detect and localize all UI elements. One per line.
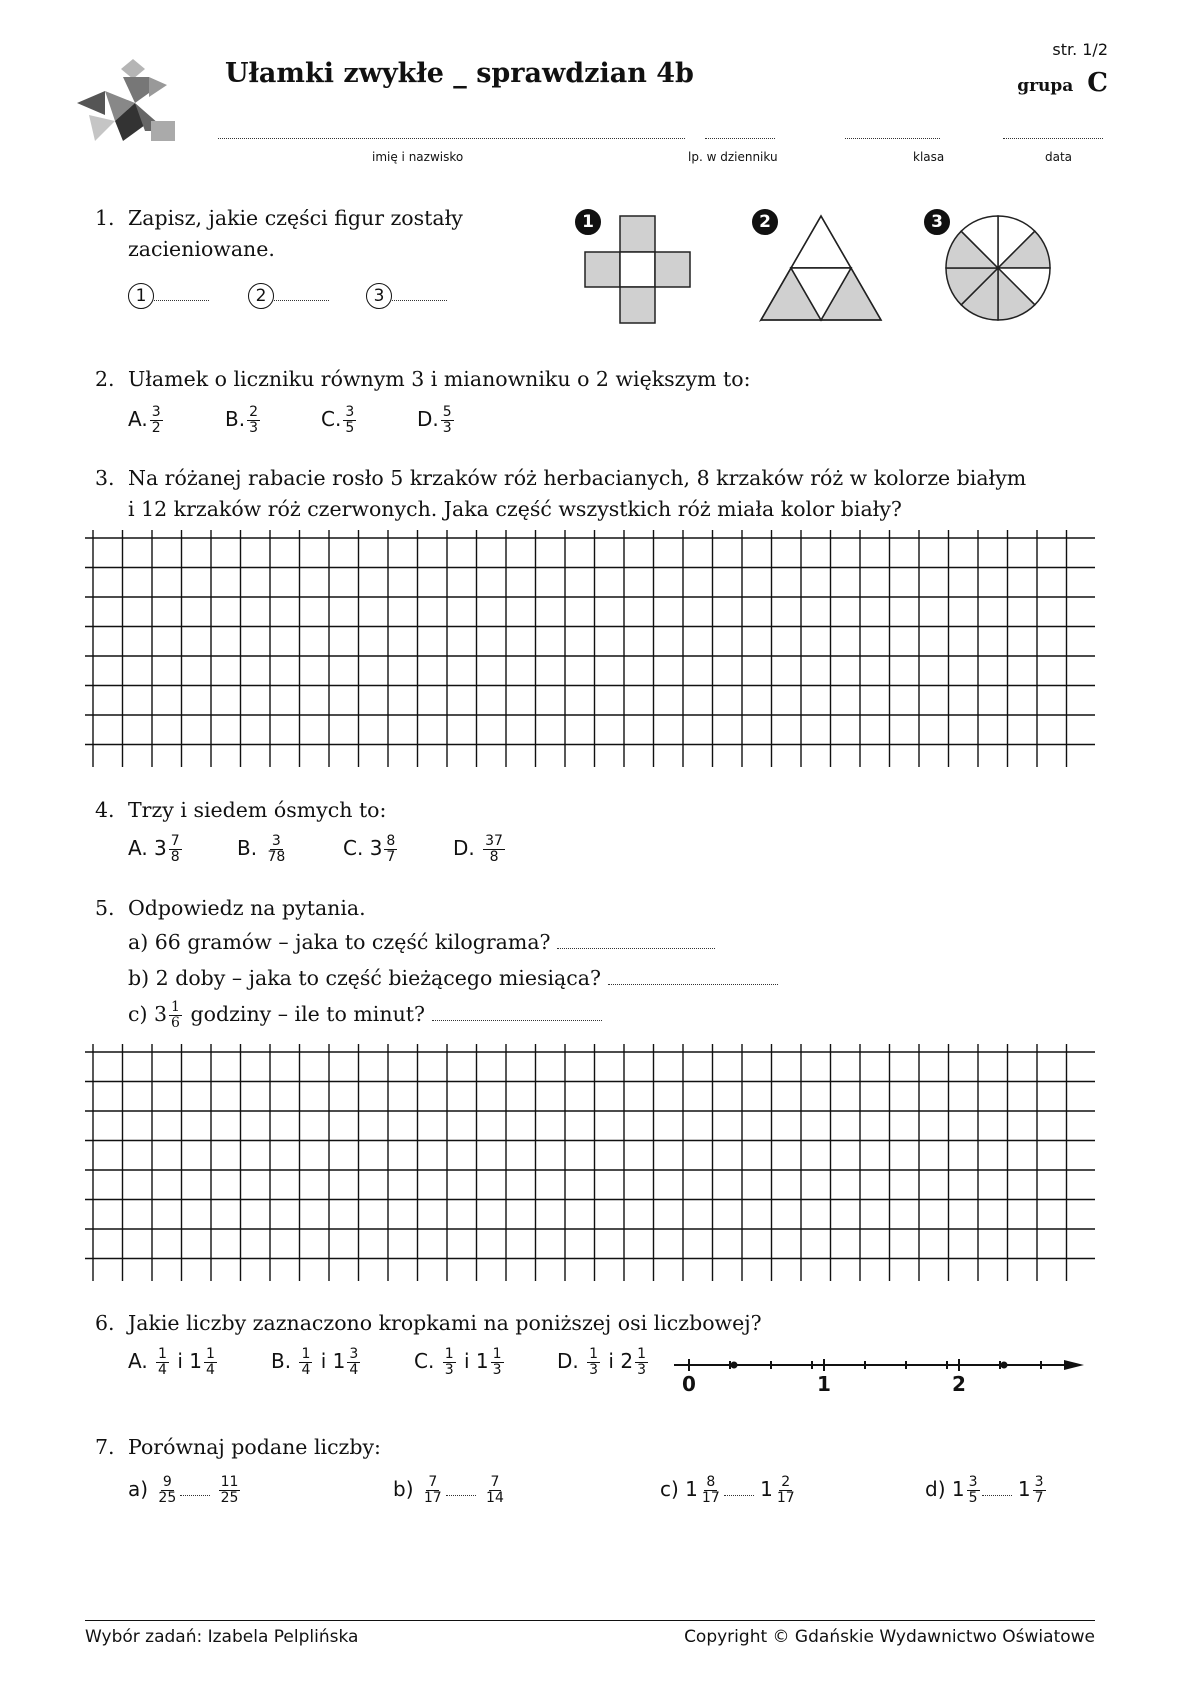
question-text-line1: Zapisz, jakie części figur zostały xyxy=(128,206,463,230)
compare-item-c[interactable]: c) 1 $\frac{8}{17}$ 1 $\frac{2}{17}$ xyxy=(660,1474,795,1506)
option-d[interactable]: D. $\frac{5}{3}$ xyxy=(417,404,452,436)
question-number: 4. xyxy=(95,798,115,822)
figure-circle-shape xyxy=(942,212,1054,324)
option-a[interactable]: A. $\frac{3}{2}$ xyxy=(128,404,161,436)
name-field-line[interactable] xyxy=(218,138,685,139)
compare-item-d[interactable]: d) 1 $\frac{3}{5}$ 1 $\frac{3}{7}$ xyxy=(925,1474,1044,1506)
question-text-line2: i 12 krzaków róż czerwonych. Jaka część wszystkich róż miała kolor biały? xyxy=(128,497,902,521)
question-text: Porównaj podane liczby: xyxy=(128,1435,381,1459)
publisher-logo xyxy=(75,55,185,145)
register-number-field-label: lp. w dzienniku xyxy=(688,150,778,164)
question-3 xyxy=(95,463,1095,528)
question-number: 6. xyxy=(95,1311,115,1335)
answer-blank-c[interactable] xyxy=(432,1020,602,1021)
option-b[interactable]: B. $\frac{3}{78}$ xyxy=(237,833,286,865)
option-a[interactable]: A. $\frac{1}{4}$ i 1 $\frac{1}{4}$ xyxy=(128,1346,215,1378)
question-2 xyxy=(95,364,1095,444)
question-text: Odpowiedz na pytania. xyxy=(128,896,366,920)
class-field-line[interactable] xyxy=(845,138,940,139)
question-number: 7. xyxy=(95,1435,115,1459)
footer-copyright: Copyright © Gdańskie Wydawnictwo Oświatowe xyxy=(684,1627,1095,1647)
answer-slot-1[interactable] xyxy=(128,279,209,310)
group-value: C xyxy=(1087,68,1108,98)
option-b[interactable]: B. $\frac{2}{3}$ xyxy=(225,404,258,436)
compare-item-b[interactable]: b) $\frac{7}{17}$ $\frac{7}{14}$ xyxy=(393,1474,504,1506)
option-d[interactable]: D. $\frac{1}{3}$ i 2 $\frac{1}{3}$ xyxy=(557,1346,646,1378)
question-text-line2: zacieniowane. xyxy=(128,237,275,261)
figure-triangle-shape xyxy=(756,212,886,324)
question-text: Trzy i siedem ósmych to: xyxy=(128,798,387,822)
question-1 xyxy=(95,203,575,313)
question-7 xyxy=(95,1432,1105,1512)
option-label: B. xyxy=(225,407,246,431)
answer-blank-b[interactable] xyxy=(608,984,778,985)
circled-number-icon: 3 xyxy=(366,283,392,309)
circled-number-icon: 1 xyxy=(128,283,154,309)
question-number: 2. xyxy=(95,367,115,391)
answer-grid-q3[interactable] xyxy=(85,530,1095,767)
option-c[interactable]: C. $\frac{1}{3}$ i 1 $\frac{1}{3}$ xyxy=(414,1346,502,1378)
footer-author: Wybór zadań: Izabela Pelplińska xyxy=(85,1627,359,1647)
circled-number-icon: 2 xyxy=(248,283,274,309)
compare-item-a[interactable]: a) $\frac{9}{25}$ $\frac{11}{25}$ xyxy=(128,1474,239,1506)
axis-label-0: 0 xyxy=(682,1372,696,1396)
figure-marker-2: 2 xyxy=(752,209,778,235)
figure-marker-1: 1 xyxy=(575,209,601,235)
sub-question-c: c) 3 $\frac{1}{6}$ godziny – ile to minut? xyxy=(128,999,602,1031)
date-field-label: data xyxy=(1045,150,1073,164)
question-5 xyxy=(95,893,1095,1033)
register-number-field-line[interactable] xyxy=(705,138,775,139)
question-4 xyxy=(95,795,1095,870)
number-line xyxy=(672,1352,1092,1402)
answer-blank-a[interactable] xyxy=(557,948,715,949)
answer-slot-2[interactable] xyxy=(248,279,329,310)
question-text: Ułamek o liczniku równym 3 i mianowniku o 2 większym to: xyxy=(128,367,751,391)
option-label: D. xyxy=(417,407,439,431)
option-c[interactable]: C. $\frac{3}{5}$ xyxy=(321,404,355,436)
axis-label-2: 2 xyxy=(952,1372,966,1396)
question-number: 3. xyxy=(95,466,115,490)
option-label: C. xyxy=(321,407,342,431)
page-title: Ułamki zwykłe _ sprawdzian 4b xyxy=(225,58,694,89)
option-a[interactable]: A. 3 $\frac{7}{8}$ xyxy=(128,833,180,865)
option-c[interactable]: C. 3 $\frac{8}{7}$ xyxy=(343,833,396,865)
name-field-label: imię i nazwisko xyxy=(372,150,464,164)
question-text: Jakie liczby zaznaczono kropkami na poniższej osi liczbowej? xyxy=(128,1311,762,1335)
figure-cross-shape xyxy=(583,214,693,326)
axis-label-1: 1 xyxy=(817,1372,831,1396)
question-number: 5. xyxy=(95,896,115,920)
group-indicator xyxy=(1017,68,1108,98)
class-field-label: klasa xyxy=(913,150,945,164)
footer-rule xyxy=(85,1620,1095,1621)
sub-question-a: a) 66 gramów – jaka to część kilograma? xyxy=(128,927,715,958)
question-text-line1: Na różanej rabacie rosło 5 krzaków róż herbacianych, 8 krzaków róż w kolorze białym xyxy=(128,466,1027,490)
sub-question-b: b) 2 doby – jaka to część bieżącego miesiąca? xyxy=(128,963,778,994)
answer-grid-q5[interactable] xyxy=(85,1044,1095,1281)
page-number: str. 1/2 xyxy=(1052,40,1108,59)
option-b[interactable]: B. $\frac{1}{4}$ i 1 $\frac{3}{4}$ xyxy=(271,1346,359,1378)
group-label: grupa xyxy=(1017,76,1074,96)
date-field-line[interactable] xyxy=(1003,138,1103,139)
figure-marker-3: 3 xyxy=(924,209,950,235)
answer-slot-3[interactable] xyxy=(366,279,447,310)
question-number: 1. xyxy=(95,206,115,230)
option-label: A. xyxy=(128,407,148,431)
option-d[interactable]: D. $\frac{37}{8}$ xyxy=(453,833,503,865)
